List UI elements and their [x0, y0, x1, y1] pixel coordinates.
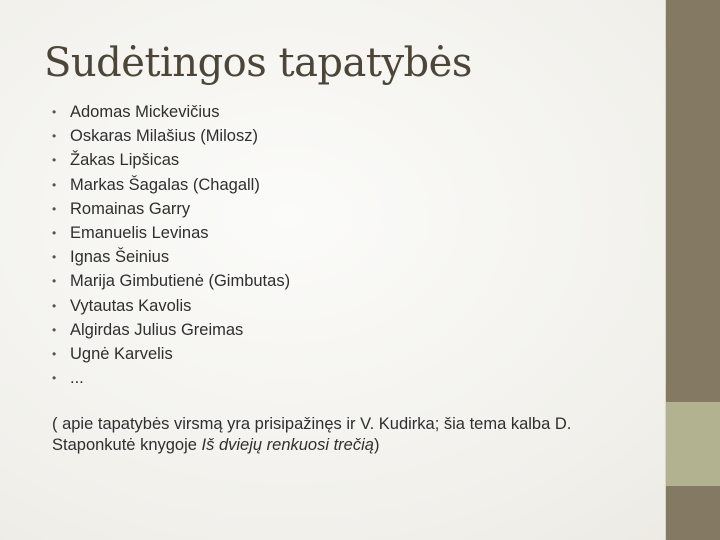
- list-item-text: Algirdas Julius Greimas: [70, 320, 244, 339]
- list-item: [52, 366, 290, 390]
- list-item: [52, 269, 290, 293]
- bullet-icon: •: [52, 346, 57, 361]
- bullet-icon: •: [52, 129, 57, 144]
- decorative-side-band-accent: [666, 402, 720, 486]
- list-item-text: Adomas Mickevičius: [70, 103, 220, 121]
- bullet-icon: •: [52, 105, 57, 119]
- list-item: [52, 245, 290, 269]
- list-item-text: Markas Šagalas (Chagall): [70, 175, 260, 194]
- list-item: [52, 294, 290, 318]
- list-item: [52, 124, 290, 148]
- bullet-icon: •: [52, 371, 57, 386]
- list-item: [52, 342, 290, 366]
- list-item-text: Vytautas Kavolis: [70, 296, 192, 315]
- bullet-icon: •: [52, 201, 57, 216]
- bullet-icon: •: [52, 274, 57, 289]
- footnote-closing: ): [373, 436, 380, 454]
- slide-title: Sudėtingos tapatybės: [44, 40, 472, 86]
- list-item-text: Romainas Garry: [70, 199, 191, 218]
- list-item: [52, 318, 290, 342]
- bullet-icon: •: [52, 225, 57, 240]
- footnote-text: ( apie tapatybės virsmą yra prisipažinęs ir V. Kudirka; šia tema kalba D. Staponkutė knygoje: [52, 415, 572, 454]
- list-item: [52, 221, 290, 245]
- bullet-icon: •: [52, 177, 57, 192]
- book-title: Iš dviejų renkuosi trečią: [201, 436, 374, 454]
- list-item: [52, 197, 290, 221]
- list-item-text: Oskaras Milašius (Milosz): [70, 127, 258, 146]
- list-item: [52, 100, 290, 124]
- list-item-text: Ignas Šeinius: [70, 248, 170, 267]
- footnote-paragraph: [52, 414, 652, 456]
- bullet-icon: •: [52, 153, 57, 168]
- list-item-text: Marija Gimbutienė (Gimbutas): [70, 272, 291, 291]
- list-item: [52, 148, 290, 172]
- bullet-icon: •: [52, 322, 57, 337]
- list-item: [52, 173, 290, 197]
- list-item-text: Emanuelis Levinas: [70, 223, 209, 242]
- list-item-text: Ugnė Karvelis: [70, 344, 173, 363]
- bullet-list: [52, 100, 290, 390]
- bullet-icon: •: [52, 250, 57, 265]
- list-item-text: Žakas Lipšicas: [70, 151, 180, 170]
- bullet-icon: •: [52, 298, 57, 313]
- list-item-text: ...: [70, 369, 84, 388]
